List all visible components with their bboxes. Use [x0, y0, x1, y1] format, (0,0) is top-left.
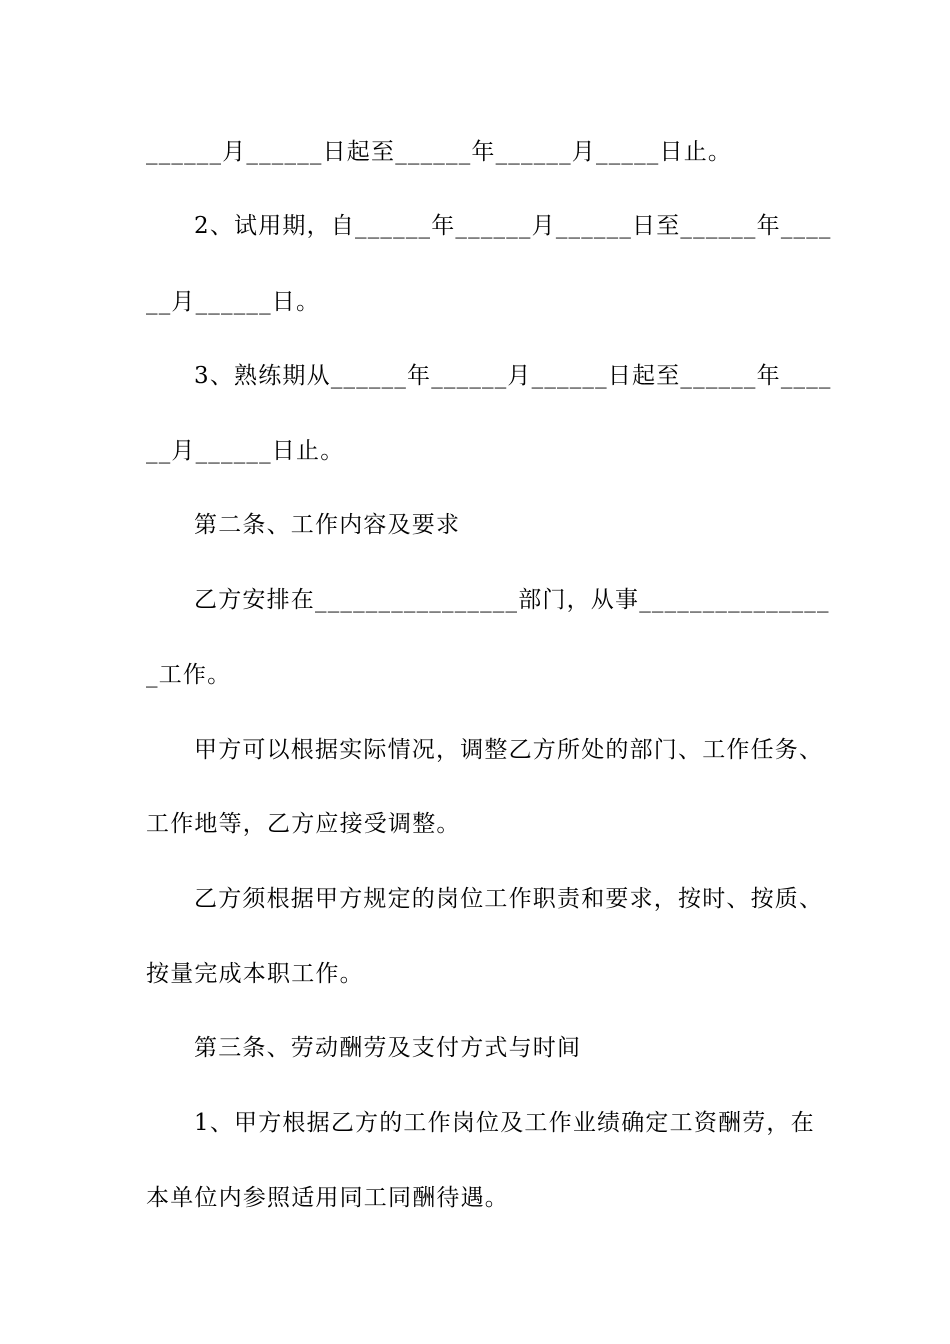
text-line-10: 工作地等，乙方应接受调整。 — [146, 811, 461, 837]
text-line-5: __月______日止。 — [146, 438, 345, 464]
text-line-15: 本单位内参照适用同工同酬待遇。 — [146, 1185, 509, 1211]
section-heading-3: 第三条、劳动酬劳及支付方式与时间 — [194, 1035, 582, 1061]
text-line-2: 2、试用期，自______年______月______日至______年____ — [194, 213, 832, 239]
text-line-12: 按量完成本职工作。 — [146, 961, 364, 987]
text-line-8: _工作。 — [146, 662, 232, 688]
text-line-7: 乙方安排在________________部门，从事_______________ — [194, 587, 830, 613]
section-heading-2: 第二条、工作内容及要求 — [194, 512, 461, 538]
text-line-9: 甲方可以根据实际情况，调整乙方所处的部门、工作任务、 — [194, 737, 824, 763]
text-line-1: ______月______日起至______年______月_____日止。 — [146, 139, 733, 165]
text-line-11: 乙方须根据甲方规定的岗位工作职责和要求，按时、按质、 — [194, 886, 824, 912]
text-line-3: __月______日。 — [146, 289, 321, 315]
text-line-4: 3、熟练期从______年______月______日起至______年____ — [194, 363, 832, 389]
text-line-14: 1、甲方根据乙方的工作岗位及工作业绩确定工资酬劳，在 — [194, 1110, 815, 1136]
